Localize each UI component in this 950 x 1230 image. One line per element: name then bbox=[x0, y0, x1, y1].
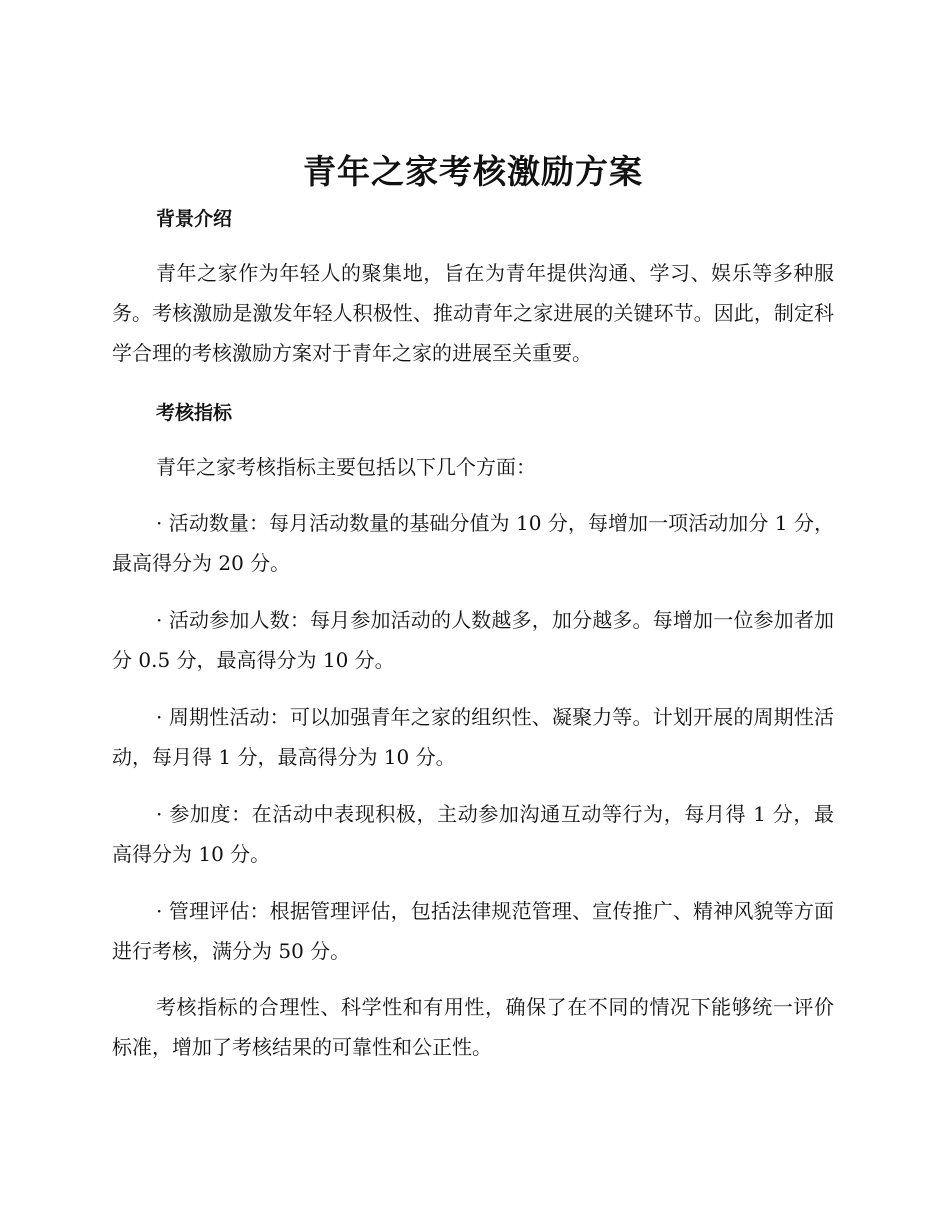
metric-item-periodic-activities: · 周期性活动：可以加强青年之家的组织性、凝聚力等。计划开展的周期性活动，每月得 1 分，最高得分为 10 分。 bbox=[112, 705, 834, 769]
background-paragraph: 青年之家作为年轻人的聚集地，旨在为青年提供沟通、学习、娱乐等多种服务。考核激励是激发年轻人积极性、推动青年之家进展的关键环节。因此，制定科学合理的考核激励方案对于青年之家的进展至关重要。 bbox=[112, 261, 834, 365]
section-heading-metrics: 考核指标 bbox=[156, 402, 233, 424]
metrics-conclusion-paragraph: 考核指标的合理性、科学性和有用性，确保了在不同的情况下能够统一评价标准，增加了考核结果的可靠性和公正性。 bbox=[112, 995, 834, 1059]
metric-item-participation: · 参加度：在活动中表现积极，主动参加沟通互动等行为，每月得 1 分，最高得分为 10 分。 bbox=[112, 802, 834, 866]
document-title: 青年之家考核激励方案 bbox=[303, 152, 643, 191]
metric-item-participants: · 活动参加人数：每月参加活动的人数越多，加分越多。每增加一位参加者加分 0.5 分，最高得分为 10 分。 bbox=[112, 608, 834, 672]
section-heading-background: 背景介绍 bbox=[156, 208, 233, 230]
metric-item-management: · 管理评估：根据管理评估，包括法律规范管理、宣传推广、精神风貌等方面进行考核，满分为 50 分。 bbox=[112, 899, 834, 963]
metrics-intro-paragraph: 青年之家考核指标主要包括以下几个方面： bbox=[156, 455, 536, 479]
metric-item-activity-count: · 活动数量：每月活动数量的基础分值为 10 分，每增加一项活动加分 1 分，最高得分为 20 分。 bbox=[112, 511, 834, 575]
